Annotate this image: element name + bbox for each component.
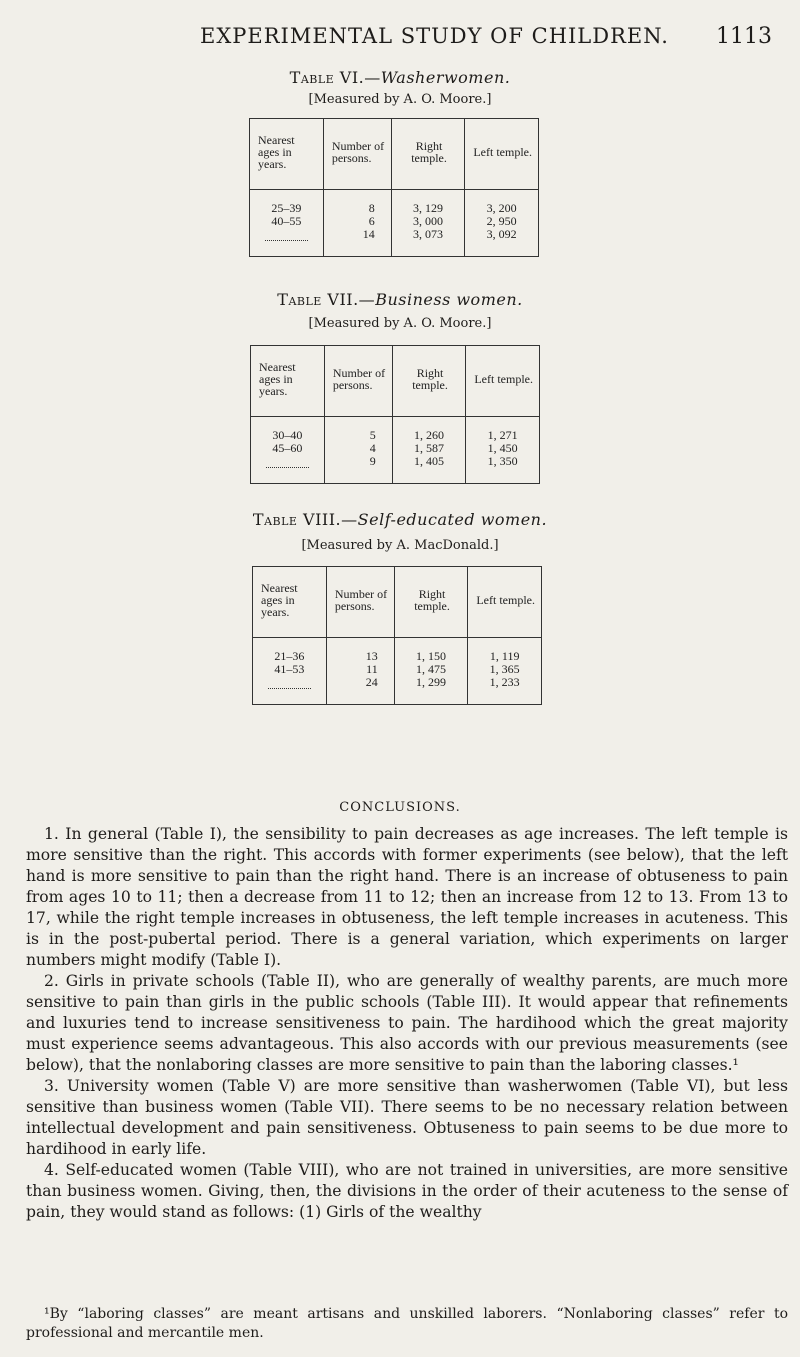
page-number: 1113 bbox=[716, 24, 772, 49]
conclusions-heading: CONCLUSIONS. bbox=[339, 800, 461, 815]
table-header-row bbox=[250, 119, 539, 190]
paragraph: 1. In general (Table I), the sensibility to pain decreases as age increases. The left temple is more sensitive than the right. This accords with former experiments (see below), that the left hand is more sensitive to pain than the right hand. There is an increase of obtuseness to pain from ages 10 to 11; then a decrease from 11 to 12; then an increase from 12 to 13. From 13 to 17, while the right temple increases in obtuseness, the left temple increases in acuteness. This is in the post-pubertal period. There is a general variation, which experiments on larger numbers might modify (Table I). bbox=[26, 825, 788, 969]
table-row bbox=[251, 417, 540, 484]
table-header-row bbox=[253, 567, 542, 638]
table-8-title bbox=[0, 510, 800, 529]
persons-cell: 8 6 14 bbox=[323, 190, 391, 257]
table-8 bbox=[252, 566, 542, 705]
column-header: Nearest ages in years. bbox=[253, 567, 327, 638]
column-header: Nearest ages in years. bbox=[251, 346, 325, 417]
table-header-row bbox=[251, 346, 540, 417]
table-7 bbox=[250, 345, 540, 484]
column-header: Left temple. bbox=[466, 346, 540, 417]
conclusions-body bbox=[26, 824, 788, 1223]
table-7-subtitle: Business women. bbox=[375, 290, 523, 309]
persons-cell: 5 4 9 bbox=[324, 417, 392, 484]
right-temple-cell: 1, 260 1, 587 1, 405 bbox=[392, 417, 466, 484]
column-header: Left temple. bbox=[468, 567, 542, 638]
persons-cell: 13 11 24 bbox=[326, 638, 394, 705]
table-7-title bbox=[0, 290, 800, 309]
column-header: Number of persons. bbox=[323, 119, 391, 190]
right-temple-cell: 1, 150 1, 475 1, 299 bbox=[394, 638, 468, 705]
table-8-subtitle: Self-educated women. bbox=[357, 510, 548, 529]
paragraph: 3. University women (Table V) are more sensitive than washerwomen (Table VI), but less sensitive than business women (Table VII). There seems to be no necessary relation between intellectual development and pain sensitiveness. Obtuseness to pain seems to be due more to hardihood in early life. bbox=[26, 1077, 788, 1158]
age-cell: 25–39 40–55 bbox=[250, 190, 324, 257]
table-8-source: [Measured by A. MacDonald.] bbox=[301, 538, 499, 553]
table-6-source: [Measured by A. O. Moore.] bbox=[308, 92, 492, 107]
table-6-subtitle: Washerwomen. bbox=[380, 68, 511, 87]
table-row bbox=[250, 190, 539, 257]
table-6 bbox=[249, 118, 539, 257]
paragraph: 2. Girls in private schools (Table II), who are generally of wealthy parents, are much more sensitive to pain than girls in the public schools (Table III). It would appear that refinements and luxuries tend to increase sensitiveness to pain. The hardihood which the great majority must experience seems advantageous. This also accords with our previous measurements (see below), that the nonlaboring classes are more sensitive to pain than the laboring classes.¹ bbox=[26, 972, 788, 1074]
right-temple-cell: 3, 129 3, 000 3, 073 bbox=[391, 190, 465, 257]
leader-dots bbox=[265, 232, 308, 241]
leader-dots bbox=[268, 680, 311, 689]
left-temple-cell: 1, 119 1, 365 1, 233 bbox=[468, 638, 542, 705]
left-temple-cell: 1, 271 1, 450 1, 350 bbox=[466, 417, 540, 484]
column-header: Number of persons. bbox=[326, 567, 394, 638]
column-header: Number of persons. bbox=[324, 346, 392, 417]
column-header: Right temple. bbox=[391, 119, 465, 190]
column-header: Right temple. bbox=[392, 346, 466, 417]
left-temple-cell: 3, 200 2, 950 3, 092 bbox=[465, 190, 539, 257]
age-cell: 30–40 45–60 bbox=[251, 417, 325, 484]
table-8-name: Table VIII.— bbox=[252, 510, 358, 529]
table-7-source: [Measured by A. O. Moore.] bbox=[308, 316, 492, 331]
table-6-name: Table VI.— bbox=[289, 68, 381, 87]
leader-dots bbox=[266, 459, 309, 468]
column-header: Right temple. bbox=[394, 567, 468, 638]
paragraph: 4. Self-educated women (Table VIII), who are not trained in universities, are more sensitive than business women. Giving, then, the divisions in the order of their acuteness to the sense of pain, they would stand as follows: (1) Girls of the wealthy bbox=[26, 1161, 788, 1221]
age-cell: 21–36 41–53 bbox=[253, 638, 327, 705]
column-header: Left temple. bbox=[465, 119, 539, 190]
footnote: ¹By “laboring classes” are meant artisans and unskilled laborers. “Nonlaboring classes” refer to professional and mercantile men. bbox=[26, 1306, 788, 1341]
table-row bbox=[253, 638, 542, 705]
column-header: Nearest ages in years. bbox=[250, 119, 324, 190]
table-6-title bbox=[0, 68, 800, 87]
table-7-name: Table VII.— bbox=[277, 290, 376, 309]
running-title: EXPERIMENTAL STUDY OF CHILDREN. bbox=[200, 24, 669, 48]
